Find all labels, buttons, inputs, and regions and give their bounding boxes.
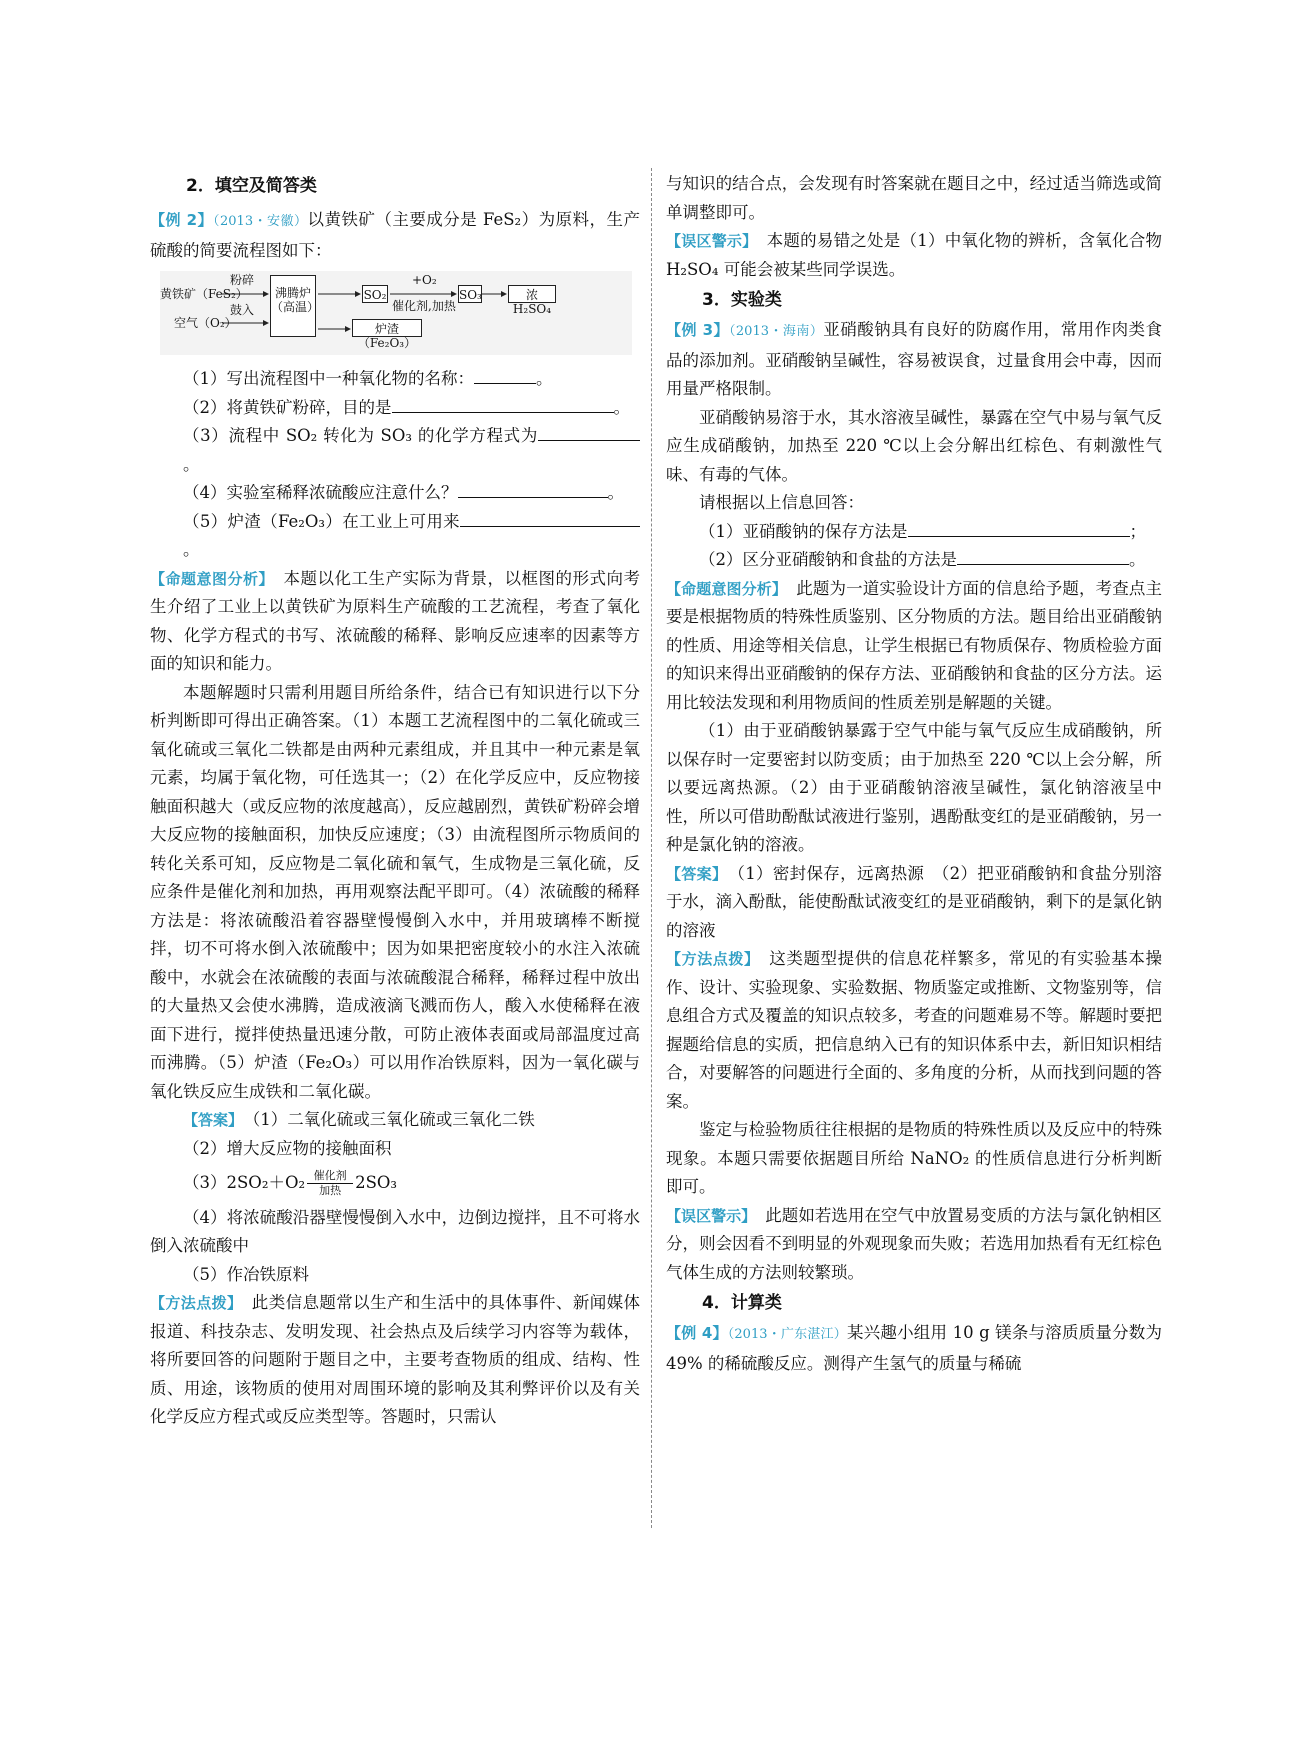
example-3-answer-tag: 【答案】 [666,864,720,883]
example-3-question-1-text: （1）亚硝酸钠的保存方法是 [699,521,908,541]
flow-h2so4-box: 浓 H₂SO₄ [508,285,556,303]
answer-1 [183,1106,640,1135]
answer-blank-3[interactable] [538,422,640,441]
example-4-source: （2013・广东湛江） [727,1327,847,1342]
flow-catalyst-label: 催化剂,加热 [392,299,456,313]
question-5: （5）炉渣（Fe₂O₃）在工业上可用来。 [183,508,640,565]
flow-furnace-box [270,275,320,337]
question-3: （3）流程中 SO₂ 转化为 SO₃ 的化学方程式为。 [183,422,640,479]
answer-2: （2）增大反应物的接触面积 [183,1138,392,1158]
example-3-method-tag: 【方法点拨】 [666,950,753,968]
question-4-text: （4）实验室稀释浓硫酸应注意什么？ [183,483,458,502]
warning-1 [666,227,1162,284]
warning-2-tag: 【误区警示】 [666,1206,749,1225]
method-tag: 【方法点拨】 [150,1294,235,1312]
answer-blank-1[interactable] [474,365,536,384]
example-2-tag: 【例 2】 [150,211,214,229]
example-3-info: 亚硝酸钠易溶于水，其水溶液呈碱性，暴露在空气中易与氧气反应生成硝酸钠，加热至 220 ℃以上会分解出红棕色、有刺激性气味、有毒的气体。 [666,407,1162,484]
answer-3 [183,1169,640,1198]
example-3-tag: 【例 3】 [666,321,729,339]
answer-blank-2[interactable] [392,394,614,413]
equation-condition [307,1170,353,1197]
flow-slag-box: 炉渣（Fe₂O₃） [352,319,422,337]
example-3-question-2-text: （2）区分亚硝酸钠和食盐的方法是 [699,550,957,569]
intent-tag: 【命题意图分析】 [150,569,267,588]
example-3-analysis: （1）由于亚硝酸钠暴露于空气中能与氧气反应生成硝酸钠，所以保存时一定要密封以防变质；由于加热至 220 ℃以上会分解，所以要远离热源。（2）由于亚硝酸钠溶液呈碱性，氯化钠溶液呈中性，所以可借助酚酞试液进行鉴别，遇酚酞变红的是亚硝酸钠，另一种是氯化钠的溶液。 [666,721,1162,854]
example-3-text: 亚硝酸钠具有良好的防腐作用，常用作肉类食品的添加剂。亚硝酸钠呈碱性，容易被误食，过量食用会中毒，因而用量严格限制。 [666,320,1162,398]
section-2-title: 2．填空及简答类 [186,176,317,196]
flow-crush-label: 粉碎 [230,273,255,287]
answer-1-text: （1）二氧化硫或三氧化硫或三氧化二铁 [252,1110,535,1129]
warning-1-tag: 【误区警示】 [666,232,750,250]
example-3-question-2-end: 。 [1129,550,1146,569]
question-2-text: （2）将黄铁矿粉碎，目的是 [183,397,392,417]
warning-2-text: 此题如若选用在空气中放置易变质的方法与氯化钠相区分，则会因看不到明显的外观现象而失败；若选用加热看有无红棕色气体生成的方法则较繁琐。 [666,1205,1163,1282]
method-tip [150,1289,640,1432]
continued-text: 与知识的结合点，会发现有时答案就在题目之中，经过适当筛选或简单调整即可。 [666,174,1162,222]
example-3-intent-text: 此题为一道实验设计方面的信息给予题，考查点主要是根据物质的特殊性质鉴别、区分物质的方法。题目给出亚硝酸钠的性质、用途等相关信息，让学生根据已有物质保存、物质检验方面的知识来得出亚硝酸钠的保存方法、亚硝酸钠和食盐的区分方法。运用比较法发现和利用物质间的性质差别是解题的关键。 [666,578,1163,712]
method-text: 此类信息题常以生产和生活中的具体事件、新闻媒体报道、科技杂志、发明发现、社会热点及后续学习内容等为载体，将所要回答的问题附于题目之中，主要考查物质的组成、结构、性质、用途，该物质的使用对周围环境的影响及其利弊评价以及有关化学反应方程式或反应类型等。答题时，只需认 [150,1293,641,1426]
example-3-blank-1[interactable] [908,518,1130,537]
section-4-title: 4．计算类 [702,1293,782,1313]
answer-blank-4[interactable] [458,479,608,498]
example-3-method-2: 鉴定与检验物质往往根据的是物质的特殊性质以及反应中的特殊现象。本题只需要依据题目所给 NaNO₂ 的性质信息进行分析判断即可。 [666,1120,1162,1196]
example-3-stem [666,316,1162,404]
example-2-text: 以黄铁矿（主要成分是 FeS₂）为原料，生产硫酸的简要流程图如下： [150,210,640,260]
answer-tag: 【答案】 [183,1111,236,1129]
question-4: （4）实验室稀释浓硫酸应注意什么？ 。 [183,479,640,508]
example-3-intent-tag: 【命题意图分析】 [666,579,780,598]
flow-air-label: 空气（O₂） [174,316,237,330]
solution-analysis: 本题解题时只需利用题目所给条件，结合已有知识进行以下分析判断即可得出正确答案。（1）本题工艺流程图中的二氧化硫或三氧化硫或三氧化二铁都是由两种元素组成，并且其中一种元素是氧元素，均属于氧化物，可任选其一；（2）在化学反应中，反应物接触面积越大（或反应物的浓度越高），反应越剧烈，黄铁矿粉碎会增大反应物的接触面积，加快反应速度；（3）由流程图所示物质间的转化关系可知，反应物是二氧化硫和氧气，生成物是三氧化硫，反应条件是催化剂和加热，再用观察法配平即可。（4）浓硫酸的稀释方法是：将浓硫酸沿着容器壁慢慢倒入水中，并用玻璃棒不断搅拌，切不可将水倒入浓硫酸中；因为如果把密度较小的水注入浓硫酸中，水就会在浓硫酸的表面与浓硫酸混合稀释，稀释过程中放出的大量热又会使水沸腾，造成液滴飞溅而伤人，酸入水使稀释在液面下进行，搅拌使热量迅速分散，可防止液体表面或局部温度过高而沸腾。（5）炉渣（Fe₂O₃）可以用作冶铁原料，因为一氧化碳与氧化铁反应生成铁和二氧化碳。 [150,682,640,1101]
right-column [666,170,1162,1378]
example-3-answer-text: （1）密封保存，远离热源 （2）把亚硝酸钠和食盐分别溶于水，滴入酚酞，能使酚酞试液变红的是亚硝酸钠，剩下的是氯化钠的溶液 [666,863,1162,940]
example-4-text: 某兴趣小组用 10 g 镁条与溶质质量分数为 49% 的稀硫酸反应。测得产生氢气的质量与稀硫 [666,1323,1162,1373]
question-5-text: （5）炉渣（Fe₂O₃）在工业上可用来 [183,511,460,531]
question-2: （2）将黄铁矿粉碎，目的是 。 [183,394,640,423]
example-2-stem [150,206,640,265]
example-3-blank-2[interactable] [957,546,1129,565]
column-divider [651,168,652,1528]
example-3-source: （2013・海南） [728,324,824,339]
flow-so2-box: SO₂ [362,285,388,303]
answer-blank-5[interactable] [460,508,640,527]
flow-pyrite-label: 黄铁矿（FeS₂） [160,287,248,301]
warning-2 [666,1202,1162,1288]
example-4-stem [666,1319,1162,1378]
section-3-title: 3．实验类 [702,290,782,310]
example-3-prompt: 请根据以上信息回答： [699,493,864,512]
flow-plus-o2-label: +O₂ [412,273,437,287]
flow-blow-label: 鼓入 [230,303,255,317]
example-3-method-text: 这类题型提供的信息花样繁多，常见的有实验基本操作、设计、实验现象、实验数据、物质鉴定或推断、文物鉴别等，信息组合方式及覆盖的知识点较多，考查的问题难易不等。解题时要把握题给信息的实质，把信息纳入已有的知识体系中去，新旧知识相结合，对要解答的问题进行全面的、多角度的分析，从而找到问题的答案。 [666,949,1162,1111]
question-1: （1）写出流程图中一种氧化物的名称： 。 [183,365,640,394]
flow-furnace-label: 沸腾炉 [274,286,311,300]
flow-so3-box: SO₃ [458,285,482,303]
left-column [150,170,640,1432]
example-3-answer [666,860,1162,946]
equation-reactants: （3）2SO₂＋O₂ [183,1173,306,1192]
equation-condition-bottom: 加热 [319,1184,342,1197]
example-3-question-1-end: ； [1129,521,1146,541]
equation-condition-top: 催化剂 [313,1169,347,1182]
warning-1-text: 本题的易错之处是（1）中氧化物的辨析，含氧化合物 H₂SO₄ 可能会被某些同学误选。 [666,231,1162,279]
answer-4: （4）将浓硫酸沿器壁慢慢倒入水中，边倒边搅拌，且不可将水倒入浓硫酸中 [150,1207,640,1255]
example-2-source: （2013・安徽） [213,214,308,229]
example-3-question-2 [699,546,1162,575]
example-3-intent [666,575,1162,718]
flow-furnace-sublabel: （高温） [271,300,320,314]
process-flow-diagram [160,271,632,355]
example-3-question-1 [699,518,1162,547]
answer-5: （5）作冶铁原料 [183,1264,309,1284]
intent-analysis [150,565,640,679]
equation-product: 2SO₃ [355,1173,398,1192]
example-4-tag: 【例 4】 [666,1324,728,1342]
question-3-text: （3）流程中 SO₂ 转化为 SO₃ 的化学方程式为 [183,426,538,445]
example-3-method [666,945,1162,1116]
question-1-text: （1）写出流程图中一种氧化物的名称： [183,369,474,388]
intent-text: 本题以化工生产实际为背景，以框图的形式向考生介绍了工业上以黄铁矿为原料生产硫酸的工艺流程，考查了氧化物、化学方程式的书写、浓硫酸的稀释、影响反应速率的因素等方面的知识和能力。 [150,568,640,673]
